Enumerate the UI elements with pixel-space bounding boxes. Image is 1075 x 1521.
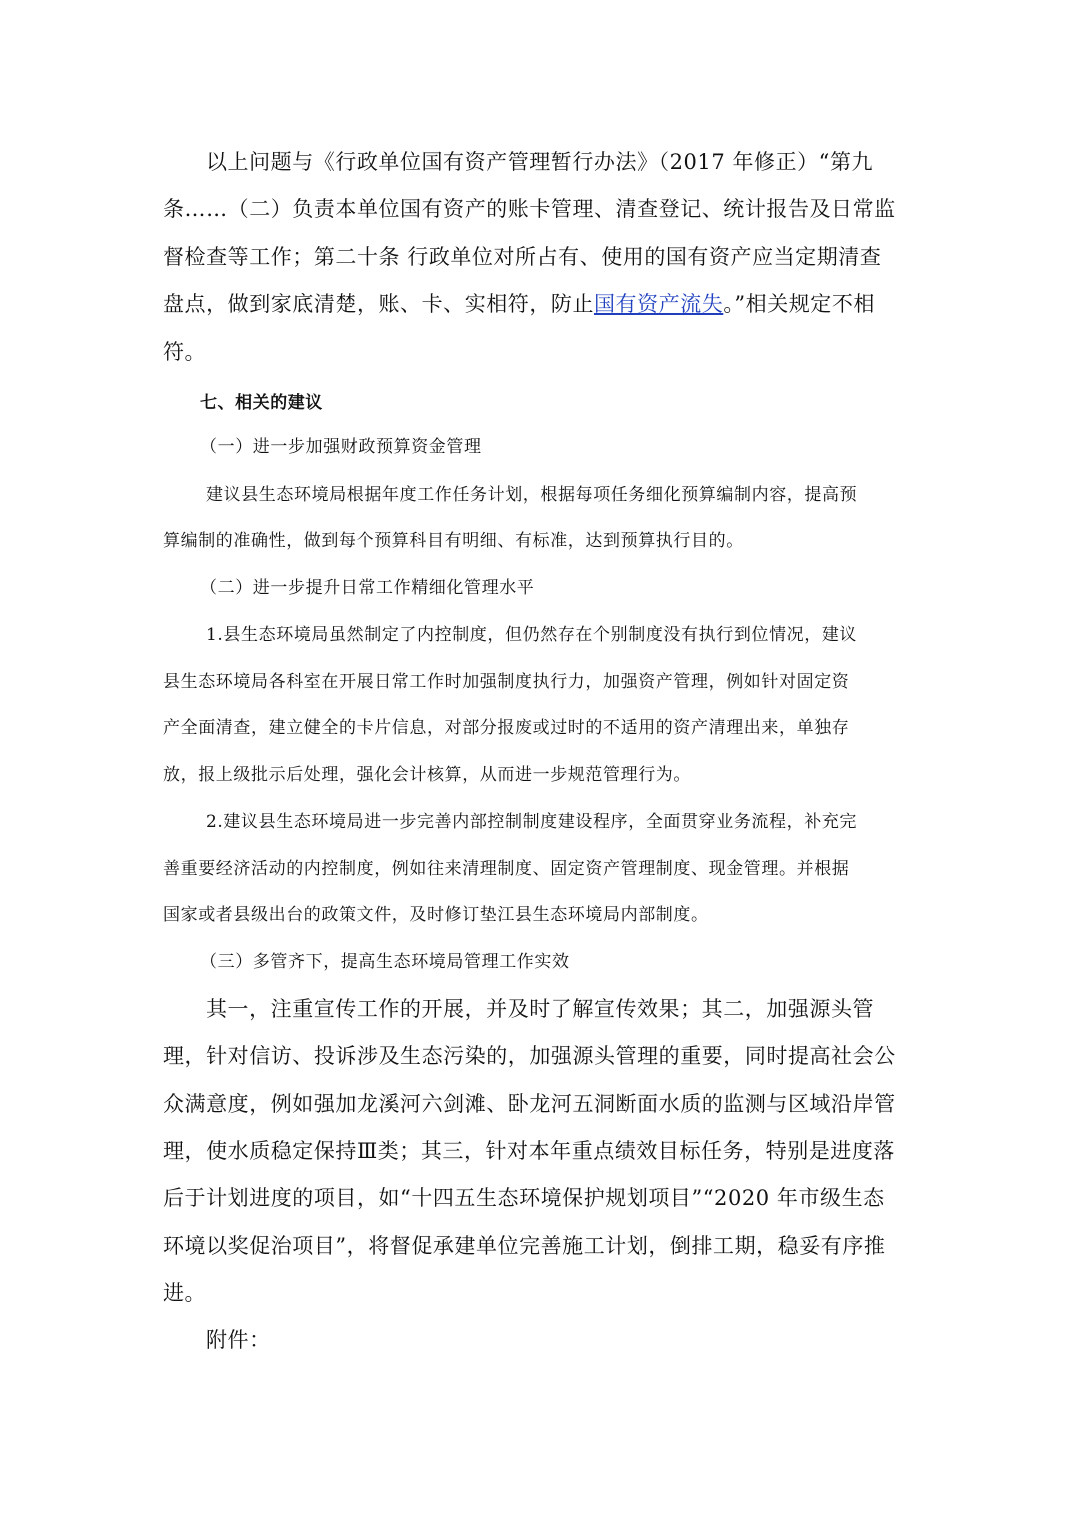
- sub2-item1-line-4: 放，报上级批示后处理，强化会计核算，从而进一步规范管理行为。: [163, 765, 691, 785]
- sub3-line-1: 其一，注重宣传工作的开展，并及时了解宣传效果；其二，加强源头管: [206, 997, 875, 1021]
- sub2-item2-line-3: 国家或者县级出台的政策文件，及时修订垫江县生态环境局内部制度。: [163, 905, 709, 925]
- sub3-line-6: 环境以奖促治项目”，将督促承建单位完善施工计划，倒排工期，稳妥有序推: [163, 1234, 886, 1258]
- para1-line-3: 督检查等工作；第二十条 行政单位对所占有、使用的国有资产应当定期清查: [163, 245, 882, 269]
- sub3-line-7: 进。: [163, 1281, 207, 1305]
- sub1-heading: （一）进一步加强财政预算资金管理: [200, 437, 482, 457]
- attachment-label: 附件：: [206, 1328, 271, 1352]
- sub2-item1-line-1: 1.县生态环境局虽然制定了内控制度，但仍然存在个别制度没有执行到位情况，建议: [206, 625, 858, 645]
- sub2-item1-line-3: 产全面清查，建立健全的卡片信息，对部分报废或过时的不适用的资产清理出来，单独存: [163, 718, 850, 738]
- sub2-heading: （二）进一步提升日常工作精细化管理水平: [200, 578, 535, 598]
- sub3-line-3: 众满意度，例如强加龙溪河六剑滩、卧龙河五洞断面水质的监测与区域沿岸管: [163, 1092, 896, 1116]
- para1-line-1: 以上问题与《行政单位国有资产管理暂行办法》（2017 年修正）“第九: [206, 150, 874, 174]
- sub3-line-5: 后于计划进度的项目，如“十四五生态环境保护规划项目”“2020 年市级生态: [163, 1186, 885, 1210]
- sub2-item2-line-2: 善重要经济活动的内控制度，例如往来清理制度、固定资产管理制度、现金管理。并根据: [163, 859, 850, 879]
- sub3-line-4: 理，使水质稳定保持Ⅲ类；其三，针对本年重点绩效目标任务，特别是进度落: [163, 1139, 895, 1163]
- para1-line-5: 符。: [163, 340, 207, 364]
- para1-line-2: 条……（二）负责本单位国有资产的账卡管理、清查登记、统计报告及日常监: [163, 197, 896, 221]
- sub3-heading: （三）多管齐下，提高生态环境局管理工作实效: [200, 952, 570, 972]
- section-heading: 七、相关的建议: [200, 393, 323, 413]
- sub2-item2-line-1: 2.建议县生态环境局进一步完善内部控制制度建设程序，全面贯穿业务流程，补充完: [206, 812, 858, 832]
- sub2-item1-line-2: 县生态环境局各科室在开展日常工作时加强制度执行力，加强资产管理，例如针对固定资: [163, 672, 850, 692]
- para1-line-4-end: 。”相关规定不相: [723, 292, 875, 316]
- state-asset-loss-link[interactable]: 国有资产流失: [594, 292, 724, 316]
- para1-line-4-start: 盘点，做到家底清楚，账、卡、实相符，防止: [163, 292, 594, 316]
- sub3-line-2: 理，针对信访、投诉涉及生态污染的，加强源头管理的重要，同时提高社会公: [163, 1044, 896, 1068]
- sub1-line-1: 建议县生态环境局根据年度工作任务计划，根据每项任务细化预算编制内容，提高预: [206, 485, 858, 505]
- para1-line-4: [163, 292, 875, 316]
- sub1-line-2: 算编制的准确性，做到每个预算科目有明细、有标准，达到预算执行目的。: [163, 531, 744, 551]
